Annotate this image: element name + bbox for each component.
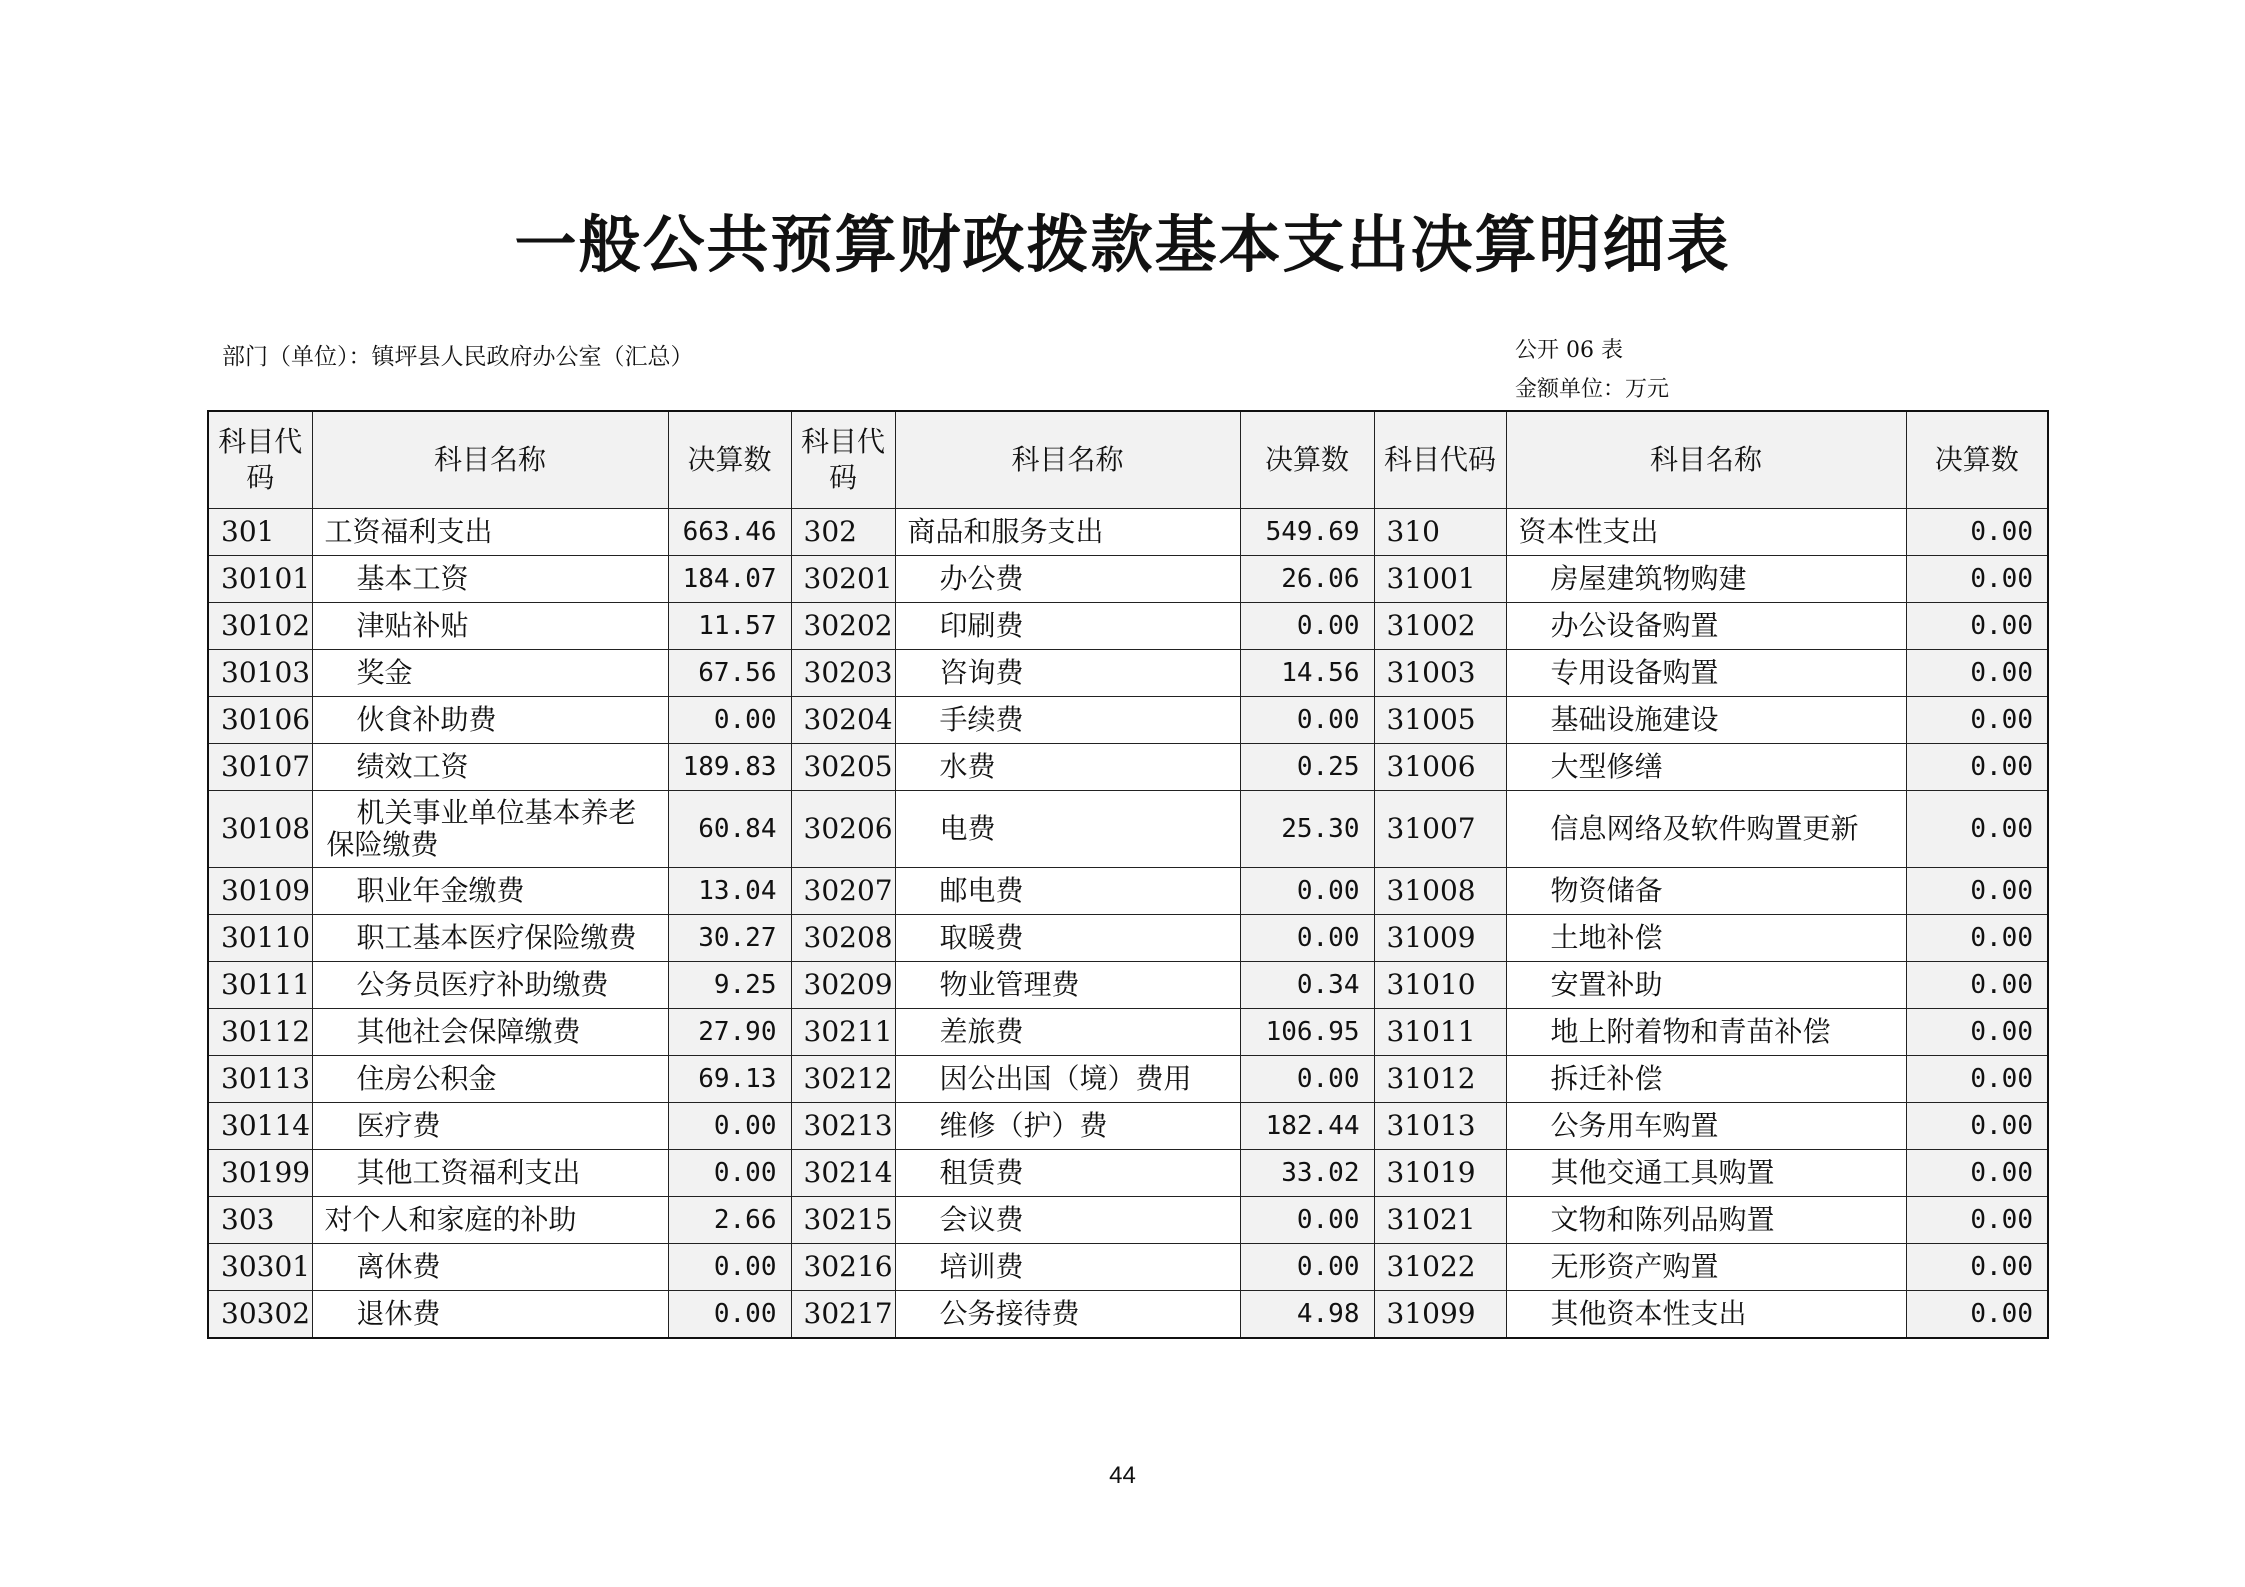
cell-name: 文物和陈列品购置 xyxy=(1506,1197,1906,1244)
cell-name: 电费 xyxy=(895,791,1240,868)
cell-code: 31021 xyxy=(1374,1197,1506,1244)
cell-amount: 0.00 xyxy=(1906,1103,2048,1150)
cell-name: 培训费 xyxy=(895,1244,1240,1291)
cell-code: 30204 xyxy=(791,697,895,744)
cell-amount: 0.00 xyxy=(1240,1056,1374,1103)
cell-code: 31003 xyxy=(1374,650,1506,697)
cell-code: 30114 xyxy=(208,1103,312,1150)
cell-amount: 0.00 xyxy=(1240,868,1374,915)
cell-code: 31008 xyxy=(1374,868,1506,915)
cell-amount: 60.84 xyxy=(668,791,791,868)
cell-amount: 0.00 xyxy=(668,1150,791,1197)
cell-amount: 33.02 xyxy=(1240,1150,1374,1197)
table-row xyxy=(208,509,2048,556)
cell-amount: 67.56 xyxy=(668,650,791,697)
table-row xyxy=(208,650,2048,697)
cell-amount: 2.66 xyxy=(668,1197,791,1244)
cell-amount: 0.00 xyxy=(1906,1244,2048,1291)
table-row xyxy=(208,1103,2048,1150)
table-row xyxy=(208,1056,2048,1103)
cell-amount: 0.00 xyxy=(1906,697,2048,744)
cell-code: 30205 xyxy=(791,744,895,791)
cell-amount: 184.07 xyxy=(668,556,791,603)
cell-code: 302 xyxy=(791,509,895,556)
cell-code: 303 xyxy=(208,1197,312,1244)
cell-code: 30109 xyxy=(208,868,312,915)
cell-code: 30203 xyxy=(791,650,895,697)
cell-name: 医疗费 xyxy=(312,1103,668,1150)
cell-amount: 9.25 xyxy=(668,962,791,1009)
cell-name: 津贴补贴 xyxy=(312,603,668,650)
header-amount-1: 决算数 xyxy=(668,411,791,509)
cell-name: 租赁费 xyxy=(895,1150,1240,1197)
cell-name: 住房公积金 xyxy=(312,1056,668,1103)
cell-code: 30112 xyxy=(208,1009,312,1056)
cell-amount: 0.00 xyxy=(668,1244,791,1291)
cell-name: 房屋建筑物购建 xyxy=(1506,556,1906,603)
cell-code: 30302 xyxy=(208,1291,312,1339)
cell-name: 商品和服务支出 xyxy=(895,509,1240,556)
cell-code: 30217 xyxy=(791,1291,895,1339)
header-code-2: 科目代码 xyxy=(791,411,895,509)
cell-name: 基本工资 xyxy=(312,556,668,603)
cell-name: 对个人和家庭的补助 xyxy=(312,1197,668,1244)
cell-code: 310 xyxy=(1374,509,1506,556)
cell-code: 31011 xyxy=(1374,1009,1506,1056)
cell-code: 31001 xyxy=(1374,556,1506,603)
cell-code: 30215 xyxy=(791,1197,895,1244)
cell-amount: 0.00 xyxy=(1906,791,2048,868)
cell-code: 30102 xyxy=(208,603,312,650)
table-row xyxy=(208,556,2048,603)
cell-amount: 0.00 xyxy=(1240,915,1374,962)
table-row xyxy=(208,1291,2048,1339)
cell-name: 维修（护）费 xyxy=(895,1103,1240,1150)
cell-amount: 0.00 xyxy=(1240,1197,1374,1244)
cell-name: 办公费 xyxy=(895,556,1240,603)
cell-name: 邮电费 xyxy=(895,868,1240,915)
cell-name: 基础设施建设 xyxy=(1506,697,1906,744)
cell-amount: 182.44 xyxy=(1240,1103,1374,1150)
cell-name: 其他社会保障缴费 xyxy=(312,1009,668,1056)
table-row xyxy=(208,791,2048,868)
cell-code: 30213 xyxy=(791,1103,895,1150)
cell-code: 30108 xyxy=(208,791,312,868)
cell-code: 31013 xyxy=(1374,1103,1506,1150)
cell-amount: 0.00 xyxy=(1906,603,2048,650)
cell-name: 因公出国（境）费用 xyxy=(895,1056,1240,1103)
cell-amount: 26.06 xyxy=(1240,556,1374,603)
cell-amount: 11.57 xyxy=(668,603,791,650)
cell-code: 30211 xyxy=(791,1009,895,1056)
cell-code: 30212 xyxy=(791,1056,895,1103)
cell-name: 其他资本性支出 xyxy=(1506,1291,1906,1339)
cell-name: 伙食补助费 xyxy=(312,697,668,744)
cell-name: 公务员医疗补助缴费 xyxy=(312,962,668,1009)
table-row xyxy=(208,1150,2048,1197)
expenditure-table xyxy=(207,410,2049,1339)
header-name-3: 科目名称 xyxy=(1506,411,1906,509)
table-body xyxy=(208,509,2048,1339)
cell-code: 30107 xyxy=(208,744,312,791)
cell-name: 离休费 xyxy=(312,1244,668,1291)
cell-name: 差旅费 xyxy=(895,1009,1240,1056)
cell-code: 30214 xyxy=(791,1150,895,1197)
cell-code: 30103 xyxy=(208,650,312,697)
cell-code: 31010 xyxy=(1374,962,1506,1009)
cell-code: 30106 xyxy=(208,697,312,744)
cell-name: 物资储备 xyxy=(1506,868,1906,915)
table-row xyxy=(208,915,2048,962)
page-number: 44 xyxy=(1109,1462,1136,1489)
cell-name: 机关事业单位基本养老保险缴费 xyxy=(312,791,668,868)
cell-code: 31009 xyxy=(1374,915,1506,962)
form-number: 公开 06 表 xyxy=(1515,338,1623,363)
cell-code: 301 xyxy=(208,509,312,556)
cell-code: 30113 xyxy=(208,1056,312,1103)
cell-amount: 0.00 xyxy=(668,1291,791,1339)
header-amount-3: 决算数 xyxy=(1906,411,2048,509)
amount-unit: 金额单位：万元 xyxy=(1515,377,1670,402)
header-code-3: 科目代码 xyxy=(1374,411,1506,509)
cell-amount: 69.13 xyxy=(668,1056,791,1103)
cell-amount: 0.00 xyxy=(1240,697,1374,744)
cell-amount: 0.34 xyxy=(1240,962,1374,1009)
header-name-2: 科目名称 xyxy=(895,411,1240,509)
cell-code: 31006 xyxy=(1374,744,1506,791)
cell-amount: 106.95 xyxy=(1240,1009,1374,1056)
cell-name: 其他交通工具购置 xyxy=(1506,1150,1906,1197)
cell-amount: 0.00 xyxy=(1906,868,2048,915)
cell-amount: 0.00 xyxy=(1906,1009,2048,1056)
header-name-1: 科目名称 xyxy=(312,411,668,509)
table-row xyxy=(208,1244,2048,1291)
cell-amount: 0.00 xyxy=(1906,1197,2048,1244)
cell-name: 公务用车购置 xyxy=(1506,1103,1906,1150)
cell-amount: 27.90 xyxy=(668,1009,791,1056)
cell-amount: 13.04 xyxy=(668,868,791,915)
cell-name: 绩效工资 xyxy=(312,744,668,791)
cell-amount: 549.69 xyxy=(1240,509,1374,556)
cell-amount: 0.00 xyxy=(1906,1150,2048,1197)
cell-amount: 0.00 xyxy=(1240,1244,1374,1291)
cell-code: 30301 xyxy=(208,1244,312,1291)
cell-code: 31005 xyxy=(1374,697,1506,744)
table-row xyxy=(208,1197,2048,1244)
cell-code: 30199 xyxy=(208,1150,312,1197)
cell-amount: 0.00 xyxy=(668,697,791,744)
table-row xyxy=(208,1009,2048,1056)
cell-amount: 663.46 xyxy=(668,509,791,556)
cell-name: 退休费 xyxy=(312,1291,668,1339)
cell-code: 30216 xyxy=(791,1244,895,1291)
cell-name: 职工基本医疗保险缴费 xyxy=(312,915,668,962)
cell-name: 资本性支出 xyxy=(1506,509,1906,556)
cell-name: 水费 xyxy=(895,744,1240,791)
cell-amount: 0.00 xyxy=(1906,744,2048,791)
cell-amount: 189.83 xyxy=(668,744,791,791)
cell-amount: 0.00 xyxy=(1906,556,2048,603)
cell-code: 31007 xyxy=(1374,791,1506,868)
table-row xyxy=(208,744,2048,791)
cell-name: 咨询费 xyxy=(895,650,1240,697)
cell-code: 30208 xyxy=(791,915,895,962)
cell-name: 拆迁补偿 xyxy=(1506,1056,1906,1103)
cell-name: 专用设备购置 xyxy=(1506,650,1906,697)
cell-amount: 0.00 xyxy=(1906,915,2048,962)
cell-name: 无形资产购置 xyxy=(1506,1244,1906,1291)
cell-amount: 0.00 xyxy=(1906,650,2048,697)
table-row xyxy=(208,868,2048,915)
cell-code: 30101 xyxy=(208,556,312,603)
table-row xyxy=(208,603,2048,650)
cell-name: 会议费 xyxy=(895,1197,1240,1244)
cell-name: 工资福利支出 xyxy=(312,509,668,556)
cell-name: 奖金 xyxy=(312,650,668,697)
cell-name: 手续费 xyxy=(895,697,1240,744)
cell-amount: 0.00 xyxy=(1906,1291,2048,1339)
table-row xyxy=(208,697,2048,744)
cell-code: 30202 xyxy=(791,603,895,650)
cell-code: 31099 xyxy=(1374,1291,1506,1339)
cell-code: 31002 xyxy=(1374,603,1506,650)
cell-code: 31022 xyxy=(1374,1244,1506,1291)
page-title: 一般公共预算财政拨款基本支出决算明细表 xyxy=(514,208,1731,281)
cell-code: 30201 xyxy=(791,556,895,603)
department-label: 部门（单位）：镇坪县人民政府办公室（汇总） xyxy=(222,344,694,370)
cell-amount: 25.30 xyxy=(1240,791,1374,868)
cell-amount: 0.00 xyxy=(1906,962,2048,1009)
cell-name: 大型修缮 xyxy=(1506,744,1906,791)
cell-name: 职业年金缴费 xyxy=(312,868,668,915)
cell-amount: 14.56 xyxy=(1240,650,1374,697)
cell-amount: 0.00 xyxy=(1906,509,2048,556)
cell-name: 物业管理费 xyxy=(895,962,1240,1009)
cell-code: 30207 xyxy=(791,868,895,915)
cell-name: 办公设备购置 xyxy=(1506,603,1906,650)
cell-amount: 4.98 xyxy=(1240,1291,1374,1339)
header-amount-2: 决算数 xyxy=(1240,411,1374,509)
table-header-row xyxy=(208,411,2048,509)
cell-name: 土地补偿 xyxy=(1506,915,1906,962)
cell-code: 31019 xyxy=(1374,1150,1506,1197)
cell-name: 印刷费 xyxy=(895,603,1240,650)
cell-code: 31012 xyxy=(1374,1056,1506,1103)
cell-amount: 0.00 xyxy=(668,1103,791,1150)
cell-name: 安置补助 xyxy=(1506,962,1906,1009)
cell-name: 公务接待费 xyxy=(895,1291,1240,1339)
cell-code: 30111 xyxy=(208,962,312,1009)
cell-amount: 0.00 xyxy=(1906,1056,2048,1103)
cell-code: 30110 xyxy=(208,915,312,962)
cell-name: 信息网络及软件购置更新 xyxy=(1506,791,1906,868)
cell-code: 30206 xyxy=(791,791,895,868)
header-code-1: 科目代码 xyxy=(208,411,312,509)
cell-name: 其他工资福利支出 xyxy=(312,1150,668,1197)
table-row xyxy=(208,962,2048,1009)
cell-amount: 0.25 xyxy=(1240,744,1374,791)
cell-amount: 0.00 xyxy=(1240,603,1374,650)
cell-name: 地上附着物和青苗补偿 xyxy=(1506,1009,1906,1056)
cell-name: 取暖费 xyxy=(895,915,1240,962)
cell-code: 30209 xyxy=(791,962,895,1009)
cell-amount: 30.27 xyxy=(668,915,791,962)
